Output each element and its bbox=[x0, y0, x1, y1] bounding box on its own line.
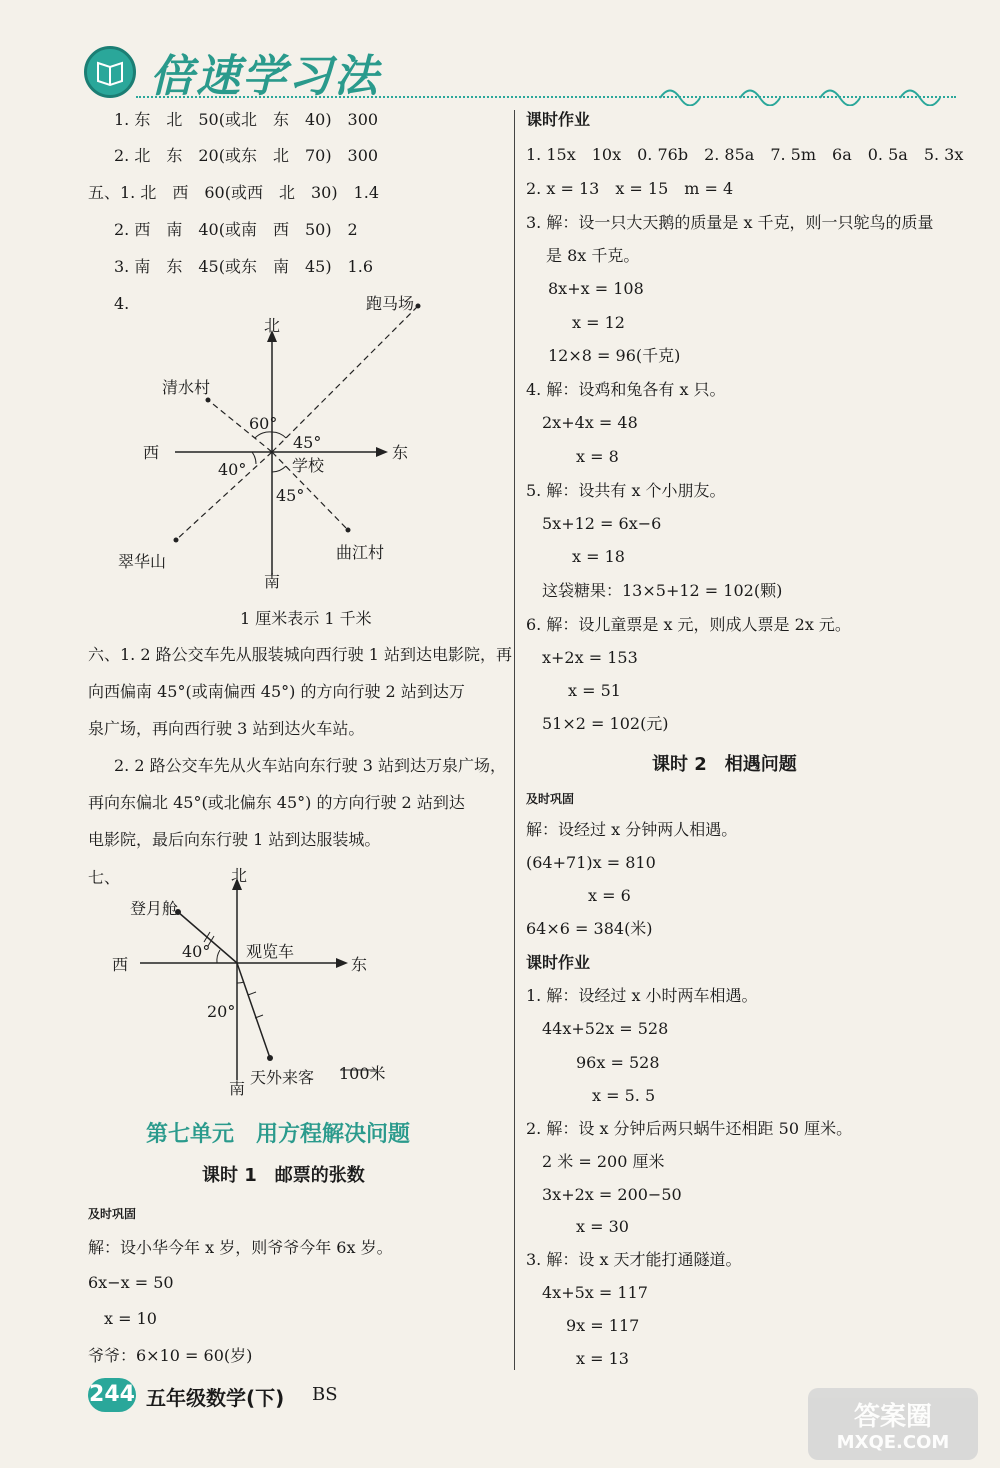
answer-line: 51×2 = 102(元) bbox=[542, 714, 669, 733]
answer-line: 六、1. 2 路公交车先从服装城向西行驶 1 站到达电影院，再 bbox=[88, 645, 512, 664]
label-north: 北 bbox=[264, 316, 281, 335]
label-qingshuicun: 清水村 bbox=[162, 378, 211, 397]
scale-note: 1 厘米表示 1 千米 bbox=[240, 609, 372, 628]
answer-line: x = 12 bbox=[572, 313, 625, 332]
angle-label: 45° bbox=[276, 486, 305, 505]
label-tianwailaike: 天外来客 bbox=[250, 1068, 315, 1087]
label-north: 北 bbox=[231, 866, 248, 885]
label-guanlanche: 观览车 bbox=[246, 942, 295, 961]
answer-line: 6. 解：设儿童票是 x 元，则成人票是 2x 元。 bbox=[526, 615, 851, 634]
sub-heading: 及时巩固 bbox=[526, 792, 575, 806]
answer-line: 64×6 = 384(米) bbox=[526, 919, 653, 938]
angle-label: 20° bbox=[207, 1002, 236, 1021]
watermark-text: 答案圈 bbox=[853, 1402, 932, 1432]
answer-line: 1. 解：设经过 x 小时两车相遇。 bbox=[526, 986, 758, 1005]
answer-line: 3. 南 东 45(或东 南 45) 1.6 bbox=[114, 257, 374, 276]
answer-line: 3x+2x = 200−50 bbox=[542, 1185, 682, 1204]
answer-line: x = 18 bbox=[572, 547, 625, 566]
answer-line: 5x+12 = 6x−6 bbox=[542, 514, 662, 533]
answer-line: 6x−x = 50 bbox=[88, 1273, 174, 1292]
answer-line: (64+71)x = 810 bbox=[526, 853, 656, 872]
book-icon bbox=[95, 57, 125, 87]
page-number: 244 bbox=[88, 1378, 136, 1412]
answer-line: 4. 解：设鸡和兔各有 x 只。 bbox=[526, 380, 726, 399]
watermark bbox=[808, 1388, 978, 1460]
sub-heading: 课时作业 bbox=[526, 110, 591, 129]
logo bbox=[84, 46, 136, 98]
watermark-url: MXQE.COM bbox=[836, 1432, 950, 1453]
answer-line: 44x+52x = 528 bbox=[542, 1019, 669, 1038]
label-cuihuashan: 翠华山 bbox=[118, 552, 167, 571]
header-swirls bbox=[650, 78, 960, 106]
angle-label: 40° bbox=[182, 942, 211, 961]
answer-line: 解：设小华今年 x 岁，则爷爷今年 6x 岁。 bbox=[88, 1238, 393, 1257]
answer-line: 爷爷：6×10 = 60(岁) bbox=[88, 1346, 253, 1365]
answer-line: 4x+5x = 117 bbox=[542, 1283, 648, 1302]
answer-line: 9x = 117 bbox=[566, 1316, 640, 1335]
label-paomachang: 跑马场 bbox=[366, 294, 415, 313]
answer-line: 五、1. 北 西 60(或西 北 30) 1.4 bbox=[88, 183, 380, 202]
angle-label: 40° bbox=[218, 460, 247, 479]
book-title: 五年级数学(下) bbox=[146, 1386, 285, 1410]
answer-line: 4. bbox=[114, 294, 130, 313]
answer-line: 2. 北 东 20(或东 北 70) 300 bbox=[114, 146, 379, 165]
answer-line: 向西偏南 45°(或南偏西 45°) 的方向行驶 2 站到达万 bbox=[88, 682, 465, 701]
answer-line: x = 8 bbox=[576, 447, 619, 466]
answer-line: x = 6 bbox=[588, 886, 631, 905]
scale-bar-label: 100米 bbox=[339, 1064, 386, 1083]
answer-line: 泉广场，再向西行驶 3 站到达火车站。 bbox=[88, 719, 365, 738]
edition-label: BS bbox=[312, 1384, 338, 1405]
answer-line: 2. 2 路公交车先从火车站向东行驶 3 站到达万泉广场， bbox=[114, 756, 506, 775]
answer-line: 2. 解：设 x 分钟后两只蜗牛还相距 50 厘米。 bbox=[526, 1119, 853, 1138]
answer-line: 3. 解：设一只大天鹅的质量是 x 千克，则一只鸵鸟的质量 bbox=[526, 213, 934, 232]
answer-line: 再向东偏北 45°(或北偏东 45°) 的方向行驶 2 站到达 bbox=[88, 793, 465, 812]
answer-line: 这袋糖果：13×5+12 = 102(颗) bbox=[542, 581, 783, 600]
answer-line: 2. x = 13 x = 15 m = 4 bbox=[526, 179, 734, 198]
lesson-title: 课时 1 邮票的张数 bbox=[202, 1165, 365, 1186]
answer-line: 3. 解：设 x 天才能打通隧道。 bbox=[526, 1250, 742, 1269]
answer-line: 2. 西 南 40(或南 西 50) 2 bbox=[114, 220, 358, 239]
answer-line: x = 5. 5 bbox=[592, 1086, 656, 1105]
sub-heading: 课时作业 bbox=[526, 953, 591, 972]
label-east: 东 bbox=[351, 955, 368, 974]
label-south: 南 bbox=[229, 1079, 246, 1098]
label-west: 西 bbox=[112, 955, 129, 974]
answer-line: x = 10 bbox=[104, 1309, 157, 1328]
answer-line: 96x = 528 bbox=[576, 1053, 660, 1072]
unit-title: 第七单元 用方程解决问题 bbox=[146, 1122, 411, 1147]
lesson-title: 课时 2 相遇问题 bbox=[652, 754, 797, 775]
label-school: 学校 bbox=[292, 456, 325, 475]
answer-line: 12×8 = 96(千克) bbox=[548, 346, 681, 365]
column-divider bbox=[514, 110, 515, 1370]
label-qujiangcun: 曲江村 bbox=[336, 543, 385, 562]
angle-label: 60° bbox=[249, 414, 278, 433]
answer-line: 是 8x 千克。 bbox=[546, 246, 640, 265]
answer-line: 解：设经过 x 分钟两人相遇。 bbox=[526, 820, 738, 839]
answer-line: x = 51 bbox=[568, 681, 621, 700]
answer-line: 2 米 = 200 厘米 bbox=[542, 1152, 665, 1171]
label-west: 西 bbox=[143, 443, 160, 462]
section-seven-label: 七、 bbox=[88, 868, 121, 887]
answer-line: 电影院，最后向东行驶 1 站到达服装城。 bbox=[88, 830, 381, 849]
answer-line: x = 13 bbox=[576, 1349, 629, 1368]
answer-line: x+2x = 153 bbox=[542, 648, 638, 667]
answer-line: 2x+4x = 48 bbox=[542, 413, 638, 432]
answer-line: 1. 东 北 50(或北 东 40) 300 bbox=[114, 110, 379, 129]
angle-label: 45° bbox=[293, 433, 322, 452]
answer-line: 5. 解：设共有 x 个小朋友。 bbox=[526, 481, 726, 500]
answer-line: x = 30 bbox=[576, 1217, 629, 1236]
label-east: 东 bbox=[392, 443, 409, 462]
answer-line: 1. 15x 10x 0. 76b 2. 85a 7. 5m 6a 0. 5a 5. 3x bbox=[526, 145, 964, 164]
sub-heading: 及时巩固 bbox=[88, 1207, 137, 1221]
answer-line: 8x+x = 108 bbox=[548, 279, 644, 298]
label-dengyuecang: 登月舱 bbox=[130, 899, 179, 918]
label-south: 南 bbox=[264, 572, 281, 591]
header-title: 倍速学习法 bbox=[150, 51, 380, 102]
